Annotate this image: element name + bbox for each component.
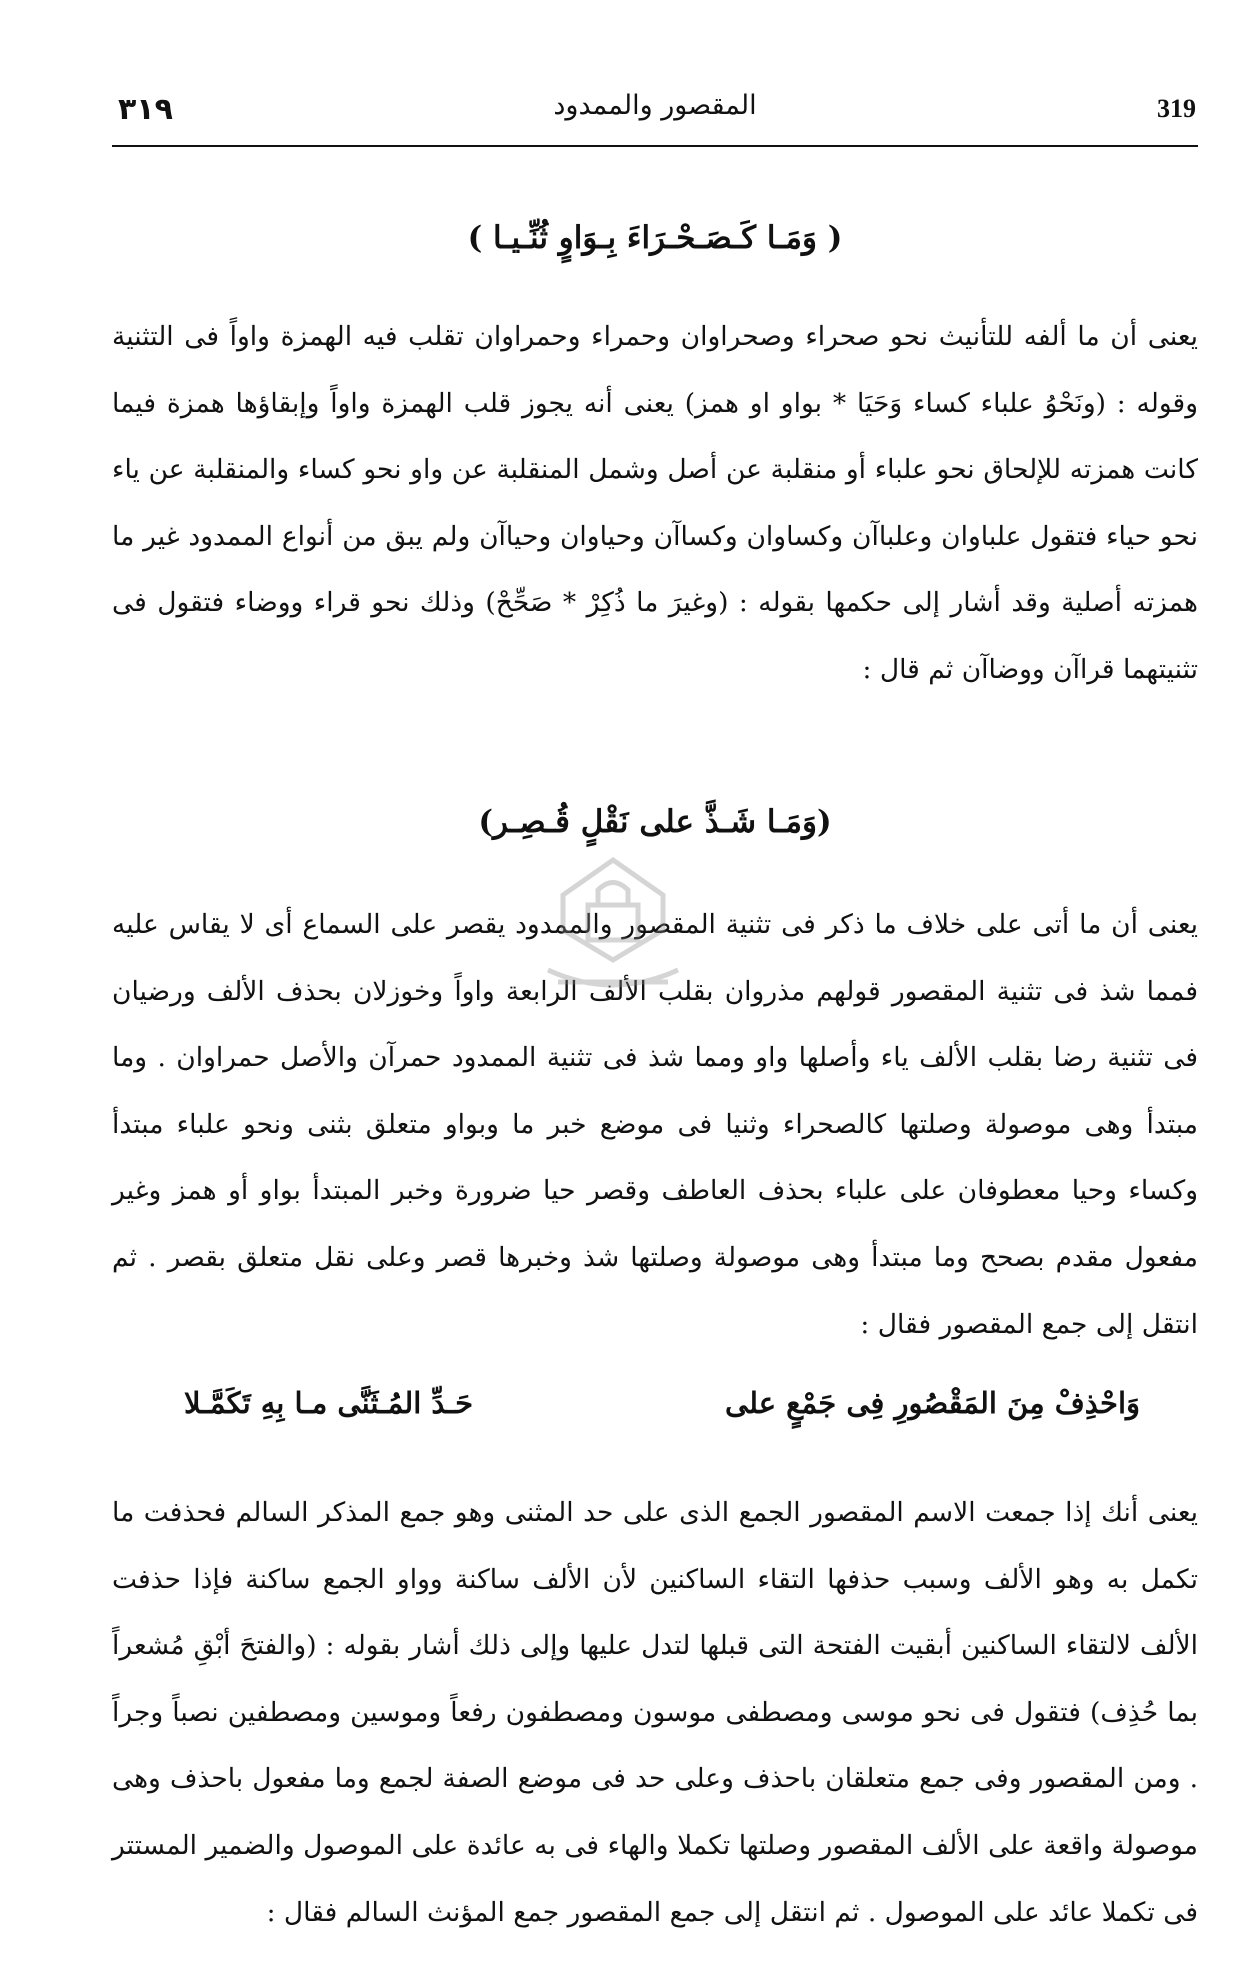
running-header [112,84,1198,140]
page-number-arabic: ٣١٩ [118,92,173,127]
verse-line-2: (وَمَـا شَـذَّ على نَقْلٍ قُـصِـر) [478,804,832,840]
first-hemistich: وَاحْذِفْ مِنَ المَقْصُورِ فِى جَمْعٍ على [724,1386,1140,1420]
commentary-paragraph-2: يعنى أن ما أتى على خلاف ما ذكر فى تثنية المقصور والممدود يقصر على السماع أى لا يقاس عليه فمما شذ فى تثنية المقصور قولهم مذروان بقلب الألف الرابعة واواً وخوزلان بحذف الألف ورضيان فى تثنية رضا بقلب الألف ياء وأصلها واو ومما شذ فى تثنية الممدود حمرآن والأصل حمراوان . وما مبتدأ وهى موصولة وصلتها كالصحراء وثنيا فى موضع خبر ما وبواو متعلق بثنى ونحو علباء مبتدأ وكساء وحيا معطوفان على علباء بحذف العاطف وقصر حيا ضرورة وخبر المبتدأ بواو أو همز وغير مفعول مقدم بصحح وما مبتدأ وهى موصولة وصلتها شذ وخبرها قصر وعلى نقل متعلق بقصر . ثم انتقل إلى جمع المقصور فقال : [112,909,1198,1340]
commentary-paragraph-3: يعنى أنك إذا جمعت الاسم المقصور الجمع الذى على حد المثنى وهو جمع المذكر السالم فحذفت ما تكمل به وهو الألف وسبب حذفها التقاء الساكنين لأن الألف ساكنة وواو الجمع ساكنة فإذا حذفت الألف لالتقاء الساكنين أبقيت الفتحة التى قبلها لتدل عليها وإلى ذلك أشار بقوله : (والفتحَ أبْقِ مُشعراً بما حُذِف) فتقول فى نحو موسى ومصطفى موسون ومصطفون رفعاً وموسين ومصطفين نصباً وجراً . ومن المقصور وفى جمع متعلقان باحذف وعلى حد فى موضع الصفة لجمع وما مفعول باحذف وهى موصولة واقعة على الألف المقصور وصلتها تكملا والهاء فى به عائدة على الموصول والضمير المستتر فى تكملا عائد على الموصول . ثم انتقل إلى جمع المقصور جمع المؤنث السالم فقال : [112,1497,1198,1928]
verse-line-1: ( وَمَـا كَـصَـحْـرَاءَ بِـوَاوٍ ثُنِّـيـا ) [467,220,843,256]
chapter-title: المقصور والممدود [553,90,757,121]
header-divider [112,145,1198,147]
library-stamp-watermark [528,850,698,1000]
commentary-paragraph-1: يعنى أن ما ألفه للتأنيث نحو صحراء وصحراوان وحمراء وحمراوان تقلب فيه الهمزة واواً فى التثنية وقوله : (ونَحْوُ علباء كساء وَحَيَا * بواو او همز) يعنى أنه يجوز قلب الهمزة واواً وإبقاؤها همزة فيما كانت همزته للإلحاق نحو علباء أو منقلبة عن أصل وشمل المنقلبة عن واو نحو كساء والمنقلبة عن ياء نحو حياء فتقول علباوان وعلباآن وكساوان وكساآن وحياوان وحياآن ولم يبق من أنواع الممدود غير ما همزته أصلية وقد أشار إلى حكمها بقوله : (وغيرَ ما ذُكِرْ * صَحِّحْ) وذلك نحو قراء ووضاء فتقول فى تثنيتهما قراآن ووضاآن ثم قال : [112,321,1198,685]
stamp-emblem-icon [548,860,678,985]
page-body [112,200,1198,1946]
poem-couplet [112,1368,1198,1480]
page-number-latin: 319 [1157,94,1196,123]
second-hemistich: حَـدِّ المُـثَنَّى مـا بِهِ تَكَمَّـلا [184,1386,473,1420]
